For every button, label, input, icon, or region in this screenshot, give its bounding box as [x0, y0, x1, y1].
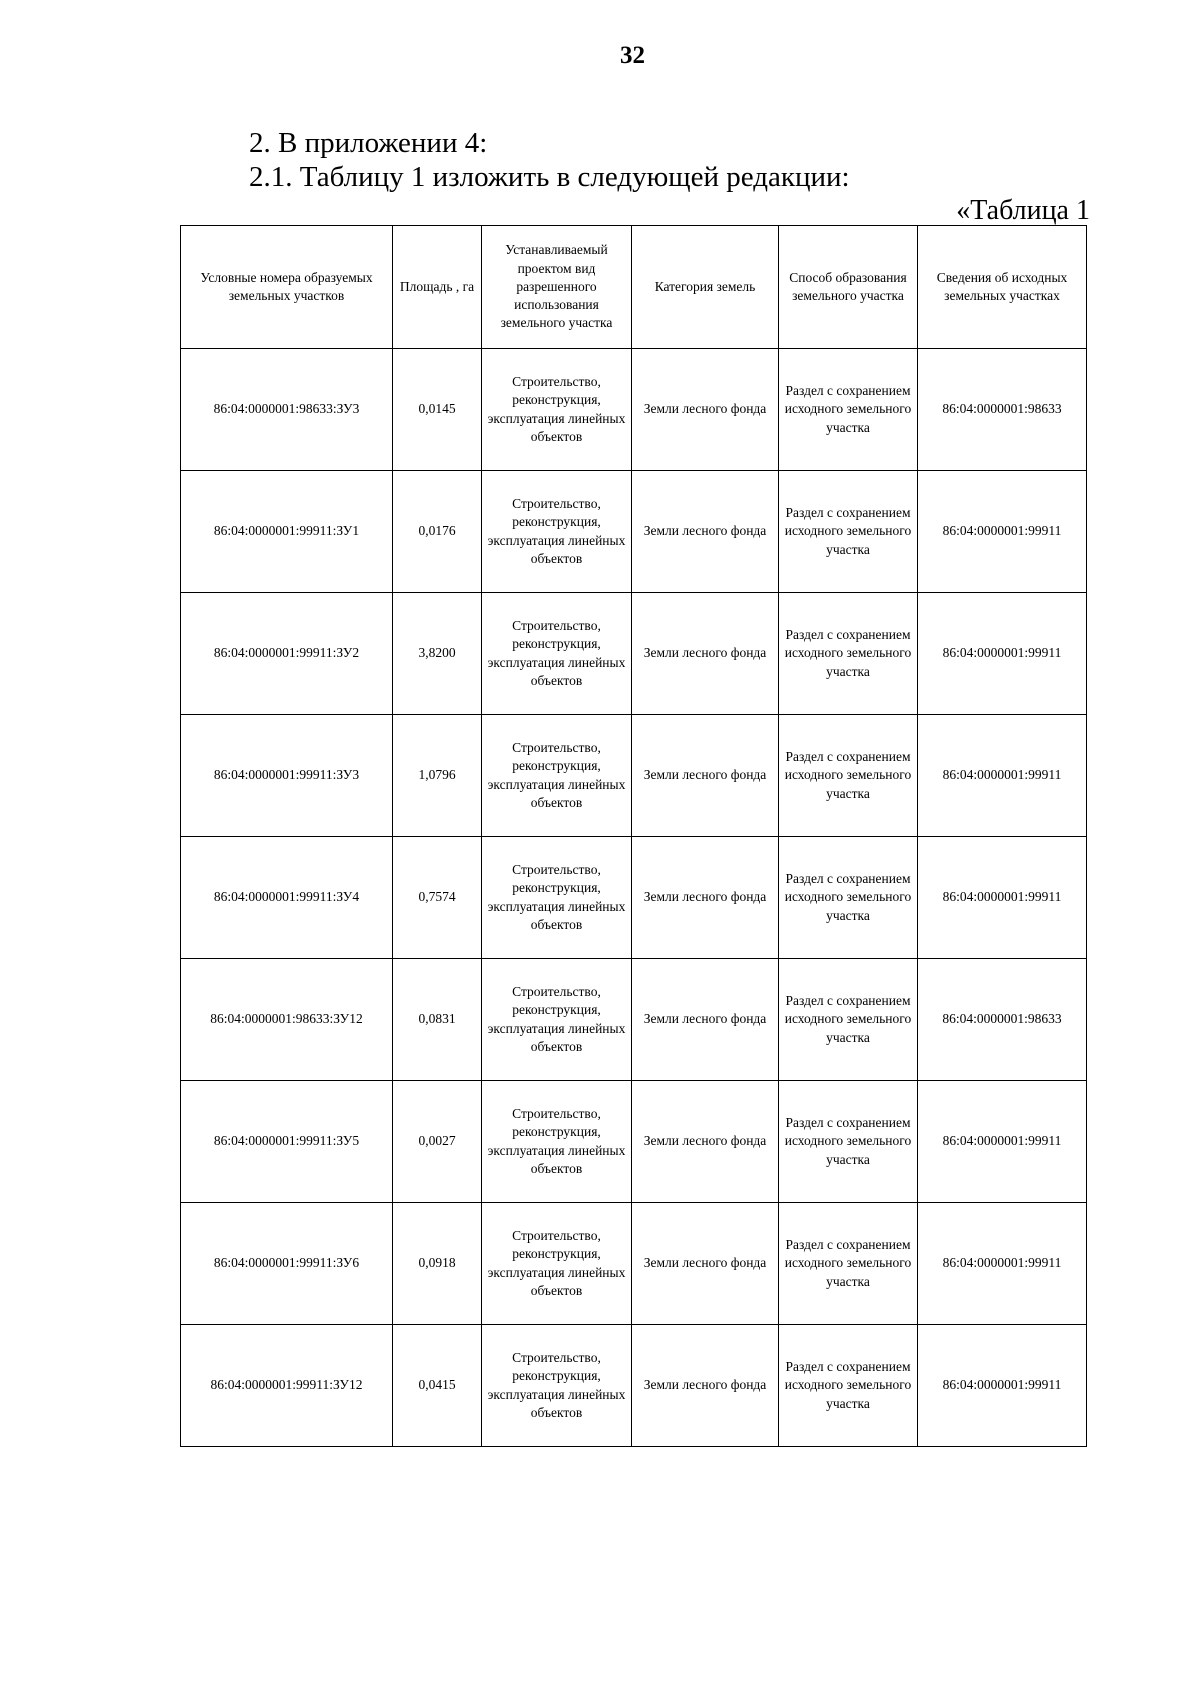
cell-land-category: Земли лесного фонда: [632, 837, 779, 959]
section-heading: 2. В приложении 4:: [249, 127, 488, 159]
cell-source-plot: 86:04:0000001:99911: [918, 715, 1087, 837]
cell-permitted-use: Строительство, реконструкция, эксплуатация линейных объектов: [482, 593, 632, 715]
cell-area: 0,7574: [393, 837, 482, 959]
cell-formation-method: Раздел с сохранением исходного земельного участка: [779, 837, 918, 959]
cell-area: 0,0176: [393, 471, 482, 593]
column-header-permitted-use: Устанавливаемый проектом вид разрешенного использования земельного участка: [482, 226, 632, 349]
cell-source-plot: 86:04:0000001:98633: [918, 959, 1087, 1081]
cell-permitted-use: Строительство, реконструкция, эксплуатация линейных объектов: [482, 1325, 632, 1447]
cell-permitted-use: Строительство, реконструкция, эксплуатация линейных объектов: [482, 959, 632, 1081]
cell-land-category: Земли лесного фонда: [632, 715, 779, 837]
column-header-plot-number: Условные номера образуемых земельных участков: [181, 226, 393, 349]
cell-formation-method: Раздел с сохранением исходного земельного участка: [779, 593, 918, 715]
column-header-formation-method: Способ образования земельного участка: [779, 226, 918, 349]
cell-permitted-use: Строительство, реконструкция, эксплуатация линейных объектов: [482, 1081, 632, 1203]
cell-plot-number: 86:04:0000001:98633:ЗУ3: [181, 349, 393, 471]
cell-plot-number: 86:04:0000001:99911:ЗУ6: [181, 1203, 393, 1325]
cell-source-plot: 86:04:0000001:98633: [918, 349, 1087, 471]
table-row: [181, 349, 1087, 471]
cell-area: 0,0918: [393, 1203, 482, 1325]
cell-land-category: Земли лесного фонда: [632, 471, 779, 593]
cell-source-plot: 86:04:0000001:99911: [918, 1325, 1087, 1447]
cell-plot-number: 86:04:0000001:98633:ЗУ12: [181, 959, 393, 1081]
cell-land-category: Земли лесного фонда: [632, 593, 779, 715]
table-row: [181, 837, 1087, 959]
cell-plot-number: 86:04:0000001:99911:ЗУ3: [181, 715, 393, 837]
table-row: [181, 959, 1087, 1081]
table-header-row: [181, 226, 1087, 349]
cell-area: 0,0027: [393, 1081, 482, 1203]
cell-formation-method: Раздел с сохранением исходного земельного участка: [779, 1203, 918, 1325]
cell-permitted-use: Строительство, реконструкция, эксплуатация линейных объектов: [482, 471, 632, 593]
cell-plot-number: 86:04:0000001:99911:ЗУ4: [181, 837, 393, 959]
cell-land-category: Земли лесного фонда: [632, 349, 779, 471]
cell-formation-method: Раздел с сохранением исходного земельного участка: [779, 959, 918, 1081]
table-row: [181, 1203, 1087, 1325]
cell-area: 0,0415: [393, 1325, 482, 1447]
cell-land-category: Земли лесного фонда: [632, 1325, 779, 1447]
subsection-heading: 2.1. Таблицу 1 изложить в следующей редакции:: [249, 161, 850, 193]
land-plots-table: [180, 225, 1087, 1447]
column-header-source-plots: Сведения об исходных земельных участках: [918, 226, 1087, 349]
cell-area: 0,0831: [393, 959, 482, 1081]
cell-source-plot: 86:04:0000001:99911: [918, 471, 1087, 593]
column-header-land-category: Категория земель: [632, 226, 779, 349]
cell-formation-method: Раздел с сохранением исходного земельного участка: [779, 349, 918, 471]
cell-source-plot: 86:04:0000001:99911: [918, 1203, 1087, 1325]
cell-area: 3,8200: [393, 593, 482, 715]
cell-land-category: Земли лесного фонда: [632, 1081, 779, 1203]
cell-permitted-use: Строительство, реконструкция, эксплуатация линейных объектов: [482, 1203, 632, 1325]
cell-permitted-use: Строительство, реконструкция, эксплуатация линейных объектов: [482, 837, 632, 959]
cell-plot-number: 86:04:0000001:99911:ЗУ2: [181, 593, 393, 715]
table-row: [181, 471, 1087, 593]
cell-plot-number: 86:04:0000001:99911:ЗУ12: [181, 1325, 393, 1447]
column-header-area: Площадь , га: [393, 226, 482, 349]
cell-area: 0,0145: [393, 349, 482, 471]
cell-permitted-use: Строительство, реконструкция, эксплуатация линейных объектов: [482, 349, 632, 471]
cell-land-category: Земли лесного фонда: [632, 959, 779, 1081]
table-row: [181, 715, 1087, 837]
cell-source-plot: 86:04:0000001:99911: [918, 593, 1087, 715]
page-number: 32: [620, 42, 645, 69]
cell-formation-method: Раздел с сохранением исходного земельного участка: [779, 1081, 918, 1203]
cell-source-plot: 86:04:0000001:99911: [918, 1081, 1087, 1203]
table-row: [181, 1081, 1087, 1203]
cell-area: 1,0796: [393, 715, 482, 837]
cell-formation-method: Раздел с сохранением исходного земельного участка: [779, 471, 918, 593]
table-caption: «Таблица 1: [956, 195, 1090, 226]
table-row: [181, 1325, 1087, 1447]
cell-land-category: Земли лесного фонда: [632, 1203, 779, 1325]
cell-formation-method: Раздел с сохранением исходного земельного участка: [779, 715, 918, 837]
cell-plot-number: 86:04:0000001:99911:ЗУ1: [181, 471, 393, 593]
cell-permitted-use: Строительство, реконструкция, эксплуатация линейных объектов: [482, 715, 632, 837]
cell-source-plot: 86:04:0000001:99911: [918, 837, 1087, 959]
cell-formation-method: Раздел с сохранением исходного земельного участка: [779, 1325, 918, 1447]
cell-plot-number: 86:04:0000001:99911:ЗУ5: [181, 1081, 393, 1203]
table-row: [181, 593, 1087, 715]
